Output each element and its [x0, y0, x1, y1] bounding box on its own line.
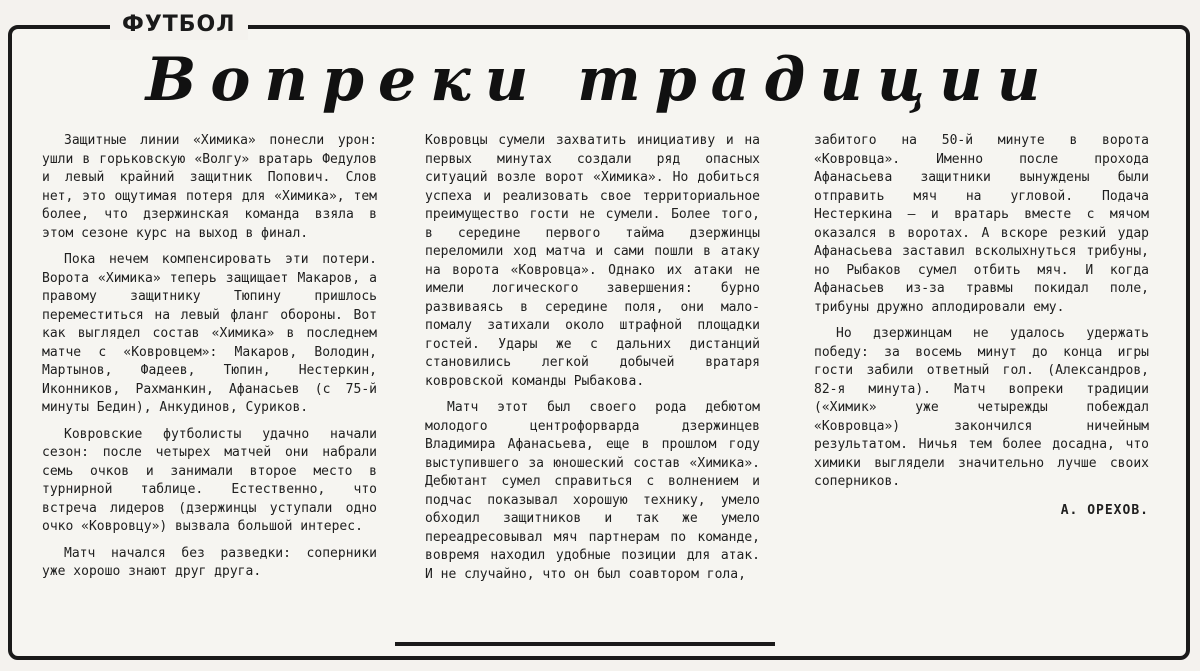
paragraph: забитого на 50-й минуте в ворота «Ковровца». Именно после прохода Афанасьева защитники вынуждены были отправить мяч на угловой. Подача Нестеркина — и вратарь вместе с мячом оказался в воротах. А вскоре резкий удар Афанасьева заставил всколыхнуться трибуны, но Рыбаков сумел отбить мяч. И когда Афанасьев из-за травмы покидал поле, трибуны дружно аплодировали ему.: [814, 133, 1149, 315]
section-rubric: ФУТБОЛ: [110, 10, 248, 40]
paragraph: Матч начался без разведки: соперники уже хорошо знают друг друга.: [42, 545, 377, 579]
paragraph: Защитные линии «Химика» понесли урон: ушли в горьковскую «Волгу» вратарь Федулов и левый крайний защитник Попович. Слов нет, это ощутимая потеря для «Химика», тем более, что дзержинская команда взяла в этом сезоне курс на выход в финал.: [42, 133, 377, 241]
bottom-rule: [395, 642, 775, 646]
paragraph: Матч этот был своего рода дебютом молодого центрофорварда дзержинцев Владимира Афанасьева, еще в прошлом году выступившего за юношеский состав «Химика». Дебютант сумел справиться с волнением и подчас показывал хорошую технику, умело обходил защитников и так же умело переадресовывал мяч партнерам по команде, вовремя находил удобные позиции для атак. И не случайно, что он был соавтором гола,: [425, 400, 760, 582]
article-headline: Вопреки традиции: [145, 45, 1055, 115]
author-byline: А. ОРЕХОВ.: [1060, 502, 1149, 518]
article-column-1: [42, 132, 377, 590]
article-column-3: [814, 132, 1149, 528]
article-column-2: [425, 132, 760, 592]
paragraph: Пока нечем компенсировать эти потери. Ворота «Химика» теперь защищает Макаров, а правому защитнику Тюпину пришлось переместиться на левый фланг обороны. Вот как выглядел состав «Химика» в последнем матче с «Ковровцем»: Макаров, Володин, Мартынов, Фадеев, Тюпин, Нестеркин, Иконников, Рахманкин, Афанасьев (с 75-й минуты Бедин), Анкудинов, Суриков.: [42, 252, 377, 415]
paragraph: Ковровцы сумели захватить инициативу и на первых минутах создали ряд опасных ситуаций возле ворот «Химика». Но добиться успеха и реализовать свое территориальное преимущество гости не сумели. Более того, в середине первого тайма дзержинцы переломили ход матча и сами пошли в атаку на ворота «Ковровца». Однако их атаки не имели логического завершения: бурно развиваясь в середине поля, они мало-помалу затихали около штрафной площадки гостей. Удары же с дальних дистанций становились легкой добычей вратаря ковровской команды Рыбакова.: [425, 133, 760, 389]
paragraph: Ковровские футболисты удачно начали сезон: после четырех матчей они набрали семь очков и занимали второе место в турнирной таблице. Естественно, что встреча лидеров (дзержинцы уступали одно очко «Ковровцу») вызвала большой интерес.: [42, 426, 377, 534]
paragraph: Но дзержинцам не удалось удержать победу: за восемь минут до конца игры гости забили ответный гол. (Александров, 82-я минута). Матч вопреки традиции («Химик» уже четырежды побеждал «Ковровца») закончился ничейным результатом. Ничья тем более досадна, что химики выглядели значительно лучше своих соперников.: [814, 326, 1149, 489]
